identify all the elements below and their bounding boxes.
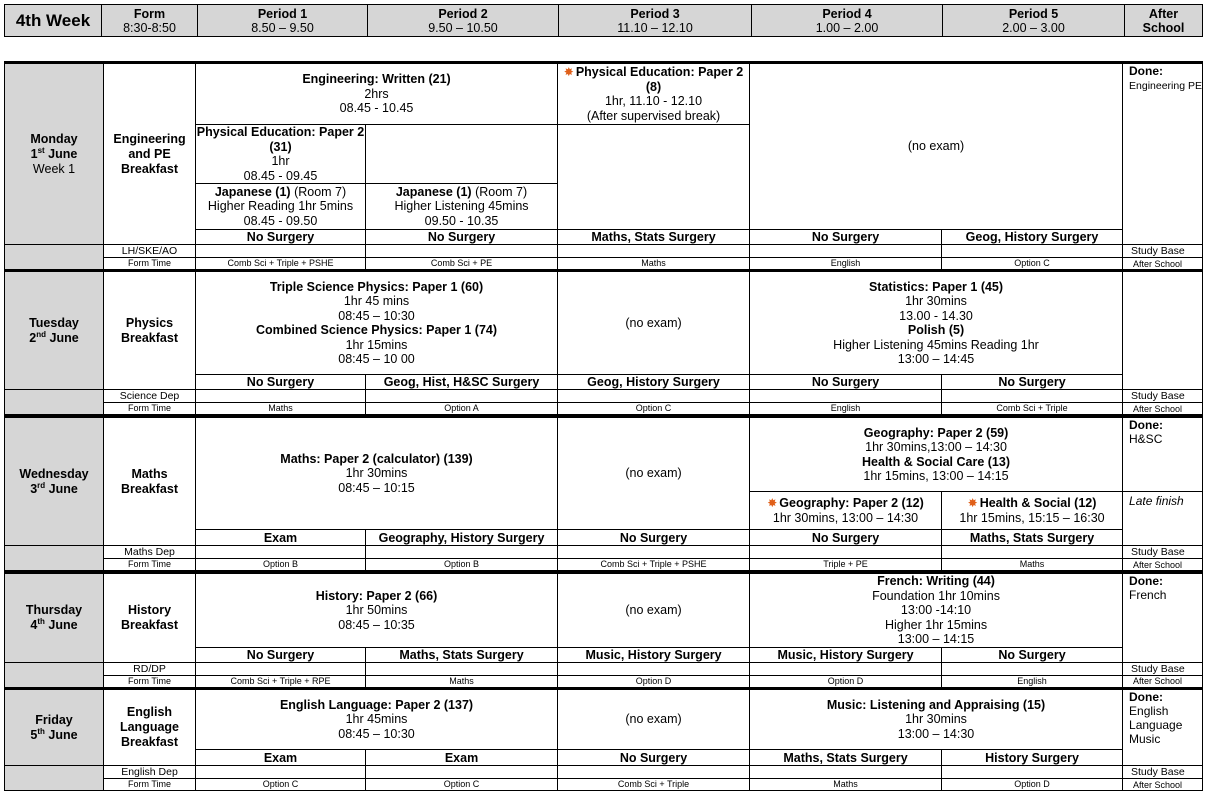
tuesday-ft-5: Comb Sci + Triple [942, 403, 1123, 415]
friday-surgery-3: No Surgery [558, 750, 750, 766]
tuesday-ft-3: Option C [558, 403, 750, 415]
wednesday-maths-exam: Maths: Paper 2 (calculator) (139) 1hr 30mins 08:45 – 10:15 [196, 417, 558, 530]
tuesday-ft-2: Option A [366, 403, 558, 415]
thursday-ft-4: Option D [750, 675, 942, 687]
monday-surgery-1: No Surgery [196, 230, 366, 245]
friday-form-time: Form Time [104, 779, 196, 791]
friday-dep: English Dep [104, 766, 196, 779]
header-period-2: Period 2 9.50 – 10.50 [368, 5, 559, 37]
monday-japanese-reading: Japanese (1) (Room 7) Higher Reading 1hr 5mins 08.45 - 09.50 [196, 184, 366, 230]
monday-day-cell: Monday 1st June Week 1 [5, 63, 104, 245]
monday-study-base: Study Base [1123, 245, 1203, 258]
thursday-after-school: Done: French [1123, 573, 1203, 663]
thursday-surgery-2: Maths, Stats Surgery [366, 647, 558, 662]
thursday-surgery-4: Music, History Surgery [750, 647, 942, 662]
wednesday-ft-2: Option B [366, 559, 558, 571]
monday-form: Engineering and PE Breakfast [104, 63, 196, 245]
monday-after-school-label: After School [1123, 258, 1203, 270]
tuesday-surgery-4: No Surgery [750, 375, 942, 390]
monday-empty-p2 [366, 125, 558, 184]
wednesday-after-school-label: After School [1123, 559, 1203, 571]
friday-surgery-1: Exam [196, 750, 366, 766]
thursday-after-school-label: After School [1123, 675, 1203, 687]
tuesday-ft-1: Maths [196, 403, 366, 415]
monday-day-spacer [5, 245, 104, 270]
monday-engineering-exam: Engineering: Written (21) 2hrs 08.45 - 10.45 [196, 63, 558, 125]
header-period-1: Period 1 8.50 – 9.50 [198, 5, 368, 37]
alert-burst-icon: ✸ [563, 65, 574, 79]
wednesday-surgery-2: Geography, History Surgery [366, 530, 558, 546]
thursday-day-cell: Thursday 4th June [5, 573, 104, 663]
monday-ft-4: English [750, 258, 942, 270]
wednesday-surgery-1: Exam [196, 530, 366, 546]
monday-empty-p3 [558, 125, 750, 230]
wednesday-day-cell: Wednesday 3rd June [5, 417, 104, 546]
monday-form-time: Form Time [104, 258, 196, 270]
header-after-school: After School [1125, 5, 1203, 37]
friday-english-exam: English Language: Paper 2 (137) 1hr 45mins 08:45 – 10:30 [196, 689, 558, 750]
friday-no-exam: (no exam) [558, 689, 750, 750]
monday-block [4, 61, 1203, 270]
header-form: Form 8:30-8:50 [102, 5, 198, 37]
tuesday-surgery-3: Geog, History Surgery [558, 375, 750, 390]
tuesday-block [4, 269, 1203, 415]
friday-surgery-5: History Surgery [942, 750, 1123, 766]
thursday-ft-5: English [942, 675, 1123, 687]
wednesday-no-exam: (no exam) [558, 417, 750, 530]
monday-ft-1: Comb Sci + Triple + PSHE [196, 258, 366, 270]
thursday-ft-2: Maths [366, 675, 558, 687]
wednesday-study-base: Study Base [1123, 546, 1203, 559]
header-period-4: Period 4 1.00 – 2.00 [752, 5, 943, 37]
thursday-ft-3: Option D [558, 675, 750, 687]
tuesday-surgery-5: No Surgery [942, 375, 1123, 390]
tuesday-physics-exam: Triple Science Physics: Paper 1 (60) 1hr 45 mins 08:45 – 10:30 Combined Science Physics: Paper 1 (74) 1hr 15mins 08:45 – 10 00 [196, 271, 558, 375]
wednesday-geography-hsc: Geography: Paper 2 (59) 1hr 30mins,13:00 – 14:30 Health & Social Care (13) 1hr 15mins, 13:00 – 14:15 [750, 417, 1123, 492]
header-table [4, 4, 1203, 37]
wednesday-ft-4: Triple + PE [750, 559, 942, 571]
monday-ft-2: Comb Sci + PE [366, 258, 558, 270]
friday-day-cell: Friday 5th June [5, 689, 104, 766]
thursday-history-exam: History: Paper 2 (66) 1hr 50mins 08:45 – 10:35 [196, 573, 558, 648]
tuesday-dep: Science Dep [104, 390, 196, 403]
thursday-dep: RD/DP [104, 662, 196, 675]
wednesday-block [4, 415, 1203, 571]
monday-surgery-3: Maths, Stats Surgery [558, 230, 750, 245]
monday-no-exam: (no exam) [750, 63, 1123, 230]
alert-burst-icon: ✸ [967, 496, 978, 510]
friday-ft-3: Comb Sci + Triple [558, 779, 750, 791]
thursday-form-time: Form Time [104, 675, 196, 687]
monday-after-school: Done: Engineering PE [1123, 63, 1203, 245]
friday-ft-1: Option C [196, 779, 366, 791]
friday-surgery-4: Maths, Stats Surgery [750, 750, 942, 766]
monday-surgery-5: Geog, History Surgery [942, 230, 1123, 245]
thursday-ft-1: Comb Sci + Triple + RPE [196, 675, 366, 687]
friday-after-school-label: After School [1123, 779, 1203, 791]
wednesday-surgery-3: No Surgery [558, 530, 750, 546]
monday-pe-period3-exam: ✸ Physical Education: Paper 2 (8) 1hr, 11.10 - 12.10 (After supervised break) [558, 63, 750, 125]
monday-pe-period1-exam: Physical Education: Paper 2 (31) 1hr 08.45 - 09.45 [196, 125, 365, 183]
wednesday-dep: Maths Dep [104, 546, 196, 559]
thursday-surgery-1: No Surgery [196, 647, 366, 662]
friday-music-exam: Music: Listening and Appraising (15) 1hr 30mins 13:00 – 14:30 [750, 689, 1123, 750]
friday-ft-4: Maths [750, 779, 942, 791]
friday-block [4, 687, 1203, 791]
wednesday-ft-5: Maths [942, 559, 1123, 571]
friday-study-base: Study Base [1123, 766, 1203, 779]
alert-burst-icon: ✸ [767, 496, 778, 510]
thursday-form: History Breakfast [104, 573, 196, 663]
monday-surgery-4: No Surgery [750, 230, 942, 245]
wednesday-geography-paper2: ✸ Geography: Paper 2 (12) 1hr 30mins, 13:00 – 14:30 [750, 492, 942, 530]
thursday-surgery-3: Music, History Surgery [558, 647, 750, 662]
wednesday-health-social: ✸ Health & Social (12) 1hr 15mins, 15:15 – 16:30 [942, 492, 1123, 530]
tuesday-after-school-label: After School [1123, 403, 1203, 415]
tuesday-study-base: Study Base [1123, 390, 1203, 403]
wednesday-ft-3: Comb Sci + Triple + PSHE [558, 559, 750, 571]
monday-japanese-listening: Japanese (1) (Room 7) Higher Listening 45mins 09.50 - 10.35 [366, 184, 558, 230]
tuesday-after-school [1123, 271, 1203, 390]
wednesday-after-school: Done: H&SC [1123, 417, 1203, 492]
wednesday-form-time: Form Time [104, 559, 196, 571]
tuesday-form-time: Form Time [104, 403, 196, 415]
monday-dep: LH/SKE/AO [104, 245, 196, 258]
monday-surgery-2: No Surgery [366, 230, 558, 245]
friday-after-school: Done: English Language Music [1123, 689, 1203, 766]
tuesday-form: Physics Breakfast [104, 271, 196, 390]
wednesday-ft-1: Option B [196, 559, 366, 571]
monday-ft-5: Option C [942, 258, 1123, 270]
thursday-french-exam: French: Writing (44) Foundation 1hr 10mins 13:00 -14:10 Higher 1hr 15mins 13:00 – 14:15 [750, 573, 1123, 648]
thursday-block [4, 571, 1203, 688]
monday-ft-3: Maths [558, 258, 750, 270]
friday-ft-2: Option C [366, 779, 558, 791]
friday-form: English Language Breakfast [104, 689, 196, 766]
tuesday-day-cell: Tuesday 2nd June [5, 271, 104, 390]
tuesday-surgery-1: No Surgery [196, 375, 366, 390]
thursday-surgery-5: No Surgery [942, 647, 1123, 662]
wednesday-form: Maths Breakfast [104, 417, 196, 546]
header-period-3: Period 3 11.10 – 12.10 [559, 5, 752, 37]
friday-surgery-2: Exam [366, 750, 558, 766]
thursday-study-base: Study Base [1123, 662, 1203, 675]
tuesday-no-exam: (no exam) [558, 271, 750, 375]
tuesday-surgery-2: Geog, Hist, H&SC Surgery [366, 375, 558, 390]
tuesday-statistics-polish: Statistics: Paper 1 (45) 1hr 30mins 13.00 - 14.30 Polish (5) Higher Listening 45mins Reading 1hr 13:00 – 14:45 [750, 271, 1123, 375]
wednesday-surgery-5: Maths, Stats Surgery [942, 530, 1123, 546]
wednesday-surgery-4: No Surgery [750, 530, 942, 546]
friday-ft-5: Option D [942, 779, 1123, 791]
header-period-5: Period 5 2.00 – 3.00 [943, 5, 1125, 37]
tuesday-ft-4: English [750, 403, 942, 415]
wednesday-late-finish: Late finish [1123, 492, 1203, 546]
thursday-no-exam: (no exam) [558, 573, 750, 648]
week-label: 4th Week [5, 5, 102, 37]
